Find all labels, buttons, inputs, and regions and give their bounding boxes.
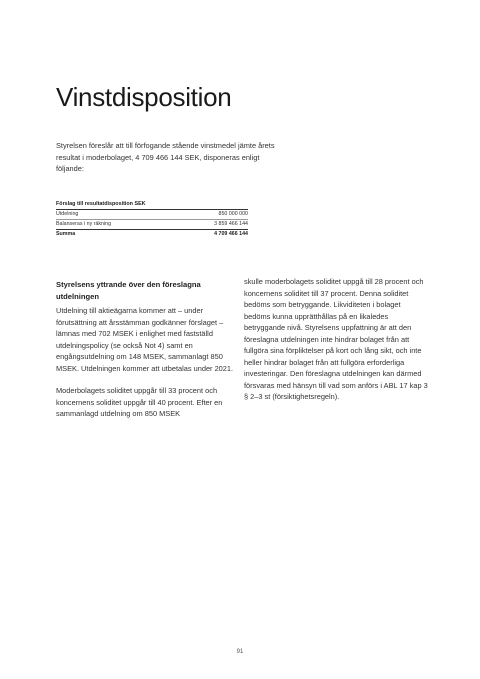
statement-heading: Styrelsens yttrande över den föreslagna utdelningen bbox=[56, 280, 201, 301]
page-title: Vinstdisposition bbox=[56, 82, 232, 112]
right-column bbox=[244, 276, 428, 414]
profit-distribution-table bbox=[56, 201, 248, 239]
statement-paragraph-3: skulle moderbolagets soliditet uppgå till 28 procent och koncernens soliditet till 37 procent. Denna soliditet bedöms som betryggande. Likviditeten i bolaget bedöms kunna upprätthållas på en likaledes betryggande nivå. Styrelsens uppfattning är att den föreslagna utdelningen inte hindrar bolaget från att fullgöra sina förpliktelser på kort och lång sikt, och inte heller hindrar bolaget från att fullgöra erforderliga investeringar. Den föreslagna utdelningen kan därmed försvaras med hänsyn till vad som anförs i ABL 17 kap 3 § 2–3 st (försiktighetsregeln). bbox=[244, 277, 428, 401]
statement-paragraph-2: Moderbolagets soliditet uppgår till 33 procent och koncernens soliditet uppgår till 40 procent. Efter en sammanlagd utdelning om 850 MSEK bbox=[56, 386, 223, 418]
total-label: Summa bbox=[56, 229, 175, 238]
intro-paragraph: Styrelsen föreslår att till förfogande stående vinstmedel jämte årets resultat i moderbolaget, 4 709 466 144 SEK, disponeras enligt följande: bbox=[56, 141, 275, 173]
page-number: 91 bbox=[236, 649, 244, 655]
row-label: Utdelning bbox=[56, 210, 175, 220]
table-caption: Förslag till resultatdisposition SEK bbox=[56, 201, 146, 207]
row-amount: 3 859 466 144 bbox=[175, 219, 248, 229]
table-row bbox=[56, 219, 248, 229]
row-label: Balanseras i ny räkning bbox=[56, 219, 175, 229]
row-amount: 850 000 000 bbox=[175, 210, 248, 220]
table-total-row bbox=[56, 229, 248, 238]
left-column bbox=[56, 279, 240, 431]
table-row bbox=[56, 210, 248, 220]
total-amount: 4 709 466 144 bbox=[175, 229, 248, 238]
statement-paragraph-1: Utdelning till aktieägarna kommer att – under förutsättning att årsstämman godkänner förslaget – lämnas med 702 MSEK i enlighet med fastställd utdelningspolicy (se också Not 4) samt en engångsutdelning om 148 MSEK, sammanlagt 850 MSEK. Utdelningen kommer att utbetalas under 2021. bbox=[56, 306, 234, 373]
